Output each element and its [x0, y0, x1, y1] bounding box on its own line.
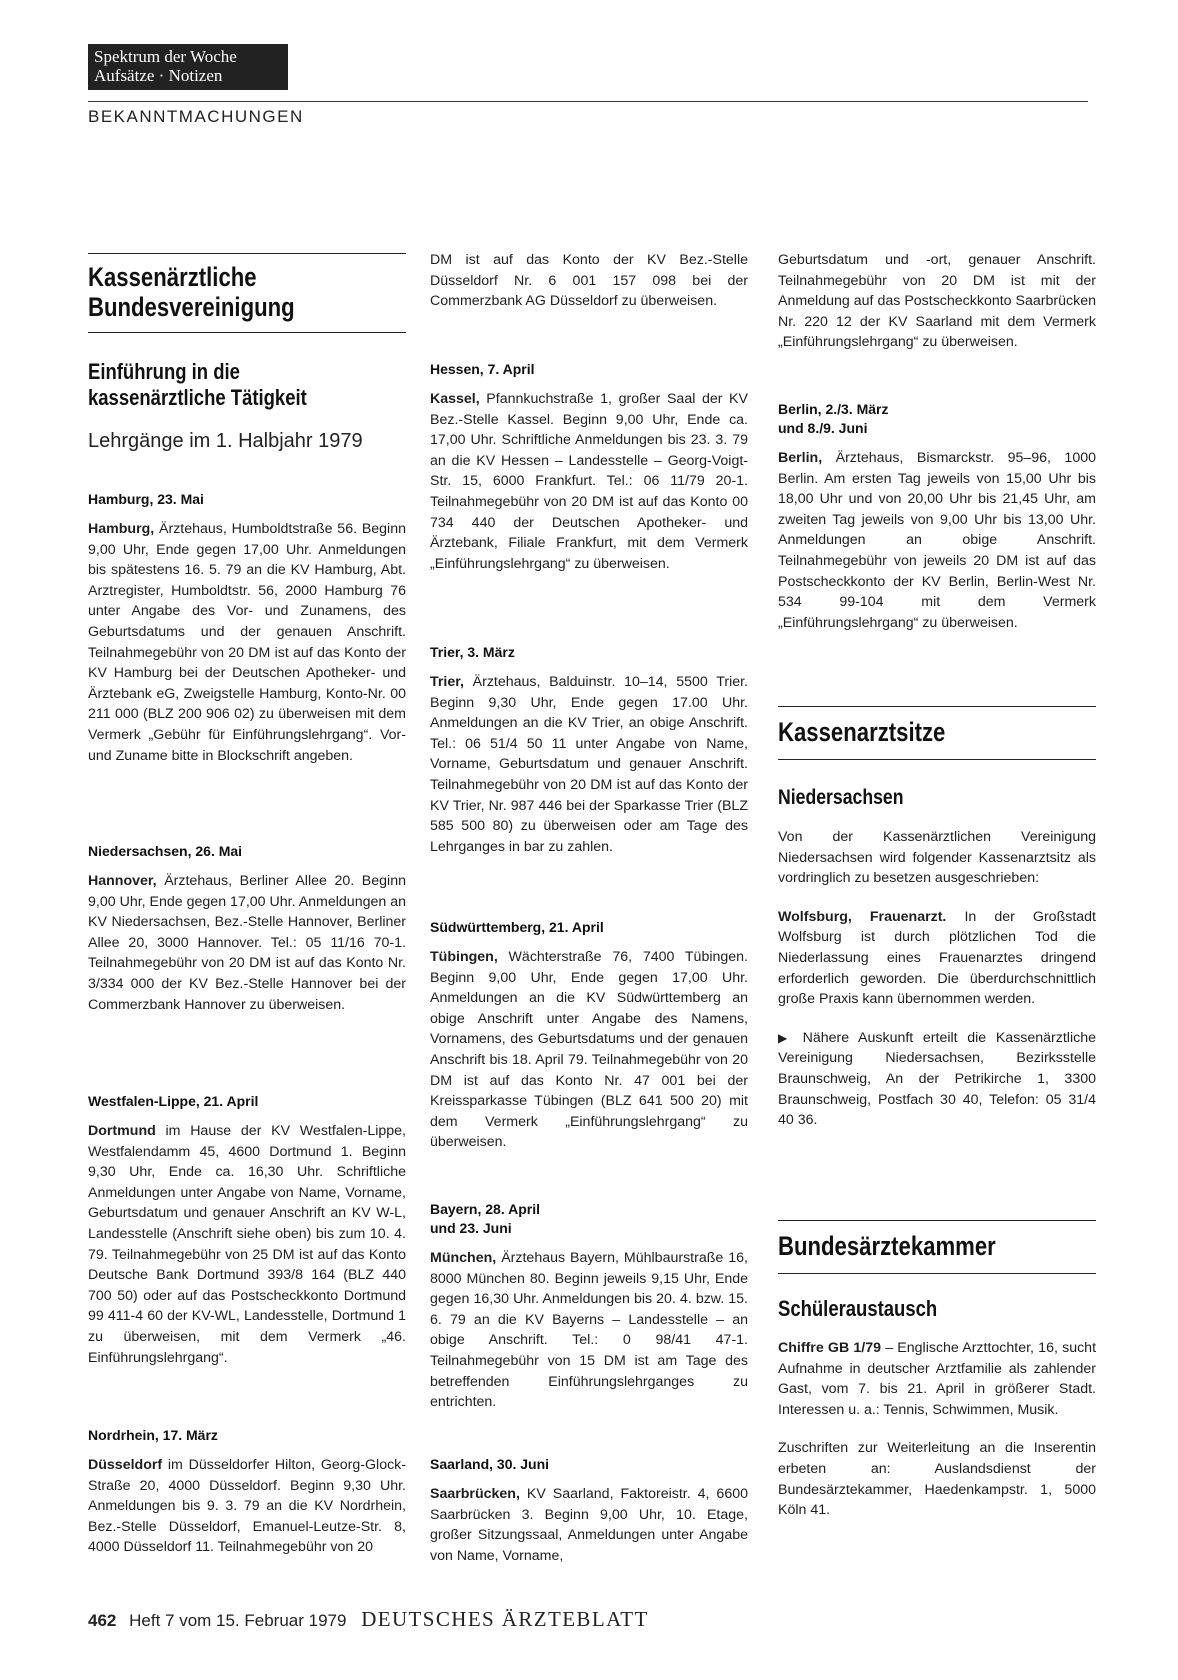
item-body: – Englische Arzttochter, 16, sucht Aufnahme in deutscher Arztfamilie als zahlender Gast, vom 7. bis 21. April in größerer Stadt. Interessen u. a.: Tennis, Schwimmen, Musik.	[778, 1340, 1097, 1418]
entry-head: Südwürttemberg, 21. April	[430, 919, 604, 935]
baek-item	[778, 1338, 1096, 1420]
kassenarztsitze-title: Kassenarztsitze	[778, 717, 946, 747]
entry-text: DM ist auf das Konto der KV Bez.-Stelle Düsseldorf Nr. 6 001 157 098 bei der Commerzbank AG Düsseldorf zu überweisen.	[430, 252, 748, 310]
entry-text	[430, 947, 748, 1153]
entry-body: Ärztehaus, Bismarckstr. 95–96, 1000 Berlin. Am ersten Tag jeweils von 15,00 Uhr bis 18,00 Uhr und von 20,00 Uhr bis 21,45 Uhr, am zweiten Tag jeweils von 9,00 Uhr bis 13,00 Uhr. Anmeldungen an obige Anschrift. Teilnahmegebühr von jeweils 20 DM ist auf das Postscheckkonto der KV Berlin, Berlin-West Nr. 534 99-104 mit dem Vermerk „Einführungslehrgang“ zu überweisen.	[778, 450, 1096, 631]
kassenarztsitze-intro: Von der Kassenärztlichen Vereinigung Niedersachsen wird folgender Kassenarztsitz als vordringlich zu besetzen ausgeschrieben:	[778, 829, 1096, 887]
entry-head: Berlin, 2./3. März und 8./9. Juni	[778, 401, 889, 436]
entry-westfalen-lippe	[88, 1092, 406, 1368]
entry-body: KV Saarland, Faktoreistr. 4, 6600 Saarbrücken 3. Beginn 9,00 Uhr, 10. Etage, großer Sitzungssaal, Anmeldungen unter Angabe von Name, Vorname,	[430, 1486, 748, 1564]
entry-saarland-cont	[778, 250, 1096, 353]
kbv-lead: Lehrgänge im 1. Halbjahr 1979	[88, 430, 363, 452]
triangle-arrow-icon: ▶	[778, 1030, 793, 1045]
entry-head: Nordrhein, 17. März	[88, 1427, 218, 1443]
entry-nordrhein-cont	[430, 250, 748, 312]
kbv-subtitle-2: kassenärztliche Tätigkeit	[88, 385, 307, 410]
kbv-top-rule	[88, 253, 406, 254]
entry-suedwuerttemberg	[430, 918, 748, 1153]
entry-text	[778, 448, 1096, 633]
entry-body: Ärztehaus, Balduinstr. 10–14, 5500 Trier. Beginn 9,30 Uhr, Ende gegen 17.00 Uhr. Anmeldungen an die KV Trier, an obige Anschrift. Tel.: 06 51/4 50 11 unter Angabe von Name, Vorname, Geburtsdatum und genauer Anschrift. Teilnahmegebühr von 20 DM ist auf das Konto der KV Trier, Nr. 987 446 bei der Sparkasse Trier (BLZ 585 500 80) zu überweisen oder am Tage des Lehrganges in bar zu zahlen.	[430, 674, 748, 855]
entry-hamburg	[88, 490, 406, 766]
entry-body: im Düsseldorfer Hilton, Georg-Glock-Straße 20, 4000 Düsseldorf. Beginn 9,30 Uhr. Anmeldungen bis 9. 3. 79 an die KV Nordrhein, Bez.-Stelle Düsseldorf, Emanuel-Leutze-Str. 8, 4000 Düsseldorf 11. Teilnahmegebühr von 20	[88, 1457, 406, 1556]
entry-place: Trier,	[430, 674, 464, 690]
entry-text	[88, 1455, 406, 1558]
entry-text	[430, 389, 748, 574]
kassenarztsitze-bottom-rule	[778, 759, 1096, 760]
entry-text	[430, 672, 748, 857]
entry-text: Geburtsdatum und -ort, genauer Anschrift. Teilnahmegebühr von 20 DM ist mit der Anmeldung auf das Postscheckkonto Saarbrücken Nr. 220 12 der KV Saarland mit dem Vermerk „Einführungslehrgang“ zu überweisen.	[778, 252, 1096, 351]
baek-subtitle: Schüleraustausch	[778, 1296, 938, 1321]
entry-niedersachsen	[88, 842, 406, 1015]
entry-head: Hamburg, 23. Mai	[88, 491, 204, 507]
header-rule	[88, 101, 1088, 102]
rubric-box	[88, 44, 288, 90]
entry-body: Ärztehaus, Berliner Allee 20. Beginn 9,00 Uhr, Ende gegen 17,00 Uhr. Anmeldungen an KV Niedersachsen, Bez.-Stelle Hannover, Berliner Allee 20, 3000 Hannover. Tel.: 05 11/16 70-1. Teilnahmegebühr von 20 DM ist auf das Konto Nr. 3/334 000 der KV Bez.-Stelle Hannover bei der Commerzbank Hannover zu überweisen.	[88, 873, 406, 1013]
entry-text	[88, 871, 406, 1015]
kbv-title-2: Bundesvereinigung	[88, 292, 295, 322]
page-footer	[88, 1607, 649, 1632]
kassenarztsitze-top-rule	[778, 706, 1096, 707]
entry-body: Pfannkuchstraße 1, großer Saal der KV Bez.-Stelle Kassel. Beginn 9,00 Uhr, Ende ca. 17,00 Uhr. Schriftliche Anmeldungen bis 23. 3. 79 an die KV Hessen – Landesstelle – Georg-Voigt-Str. 15, 6000 Frankfurt. Tel.: 06 11/79 20-1. Teilnahmegebühr von 20 DM ist auf das Konto 00 734 440 der Deutschen Apotheker- und Ärztebank, Filiale Frankfurt, mit dem Vermerk „Einführungslehrgang“ zu überweisen.	[430, 391, 748, 572]
entry-head: Bayern, 28. April und 23. Juni	[430, 1201, 540, 1236]
page-number: 462	[88, 1611, 117, 1630]
entry-place: Tübingen,	[430, 949, 498, 965]
issue-info: Heft 7 vom 15. Februar 1979	[129, 1611, 347, 1630]
entry-body: im Hause der KV Westfalen-Lippe, Westfalendamm 45, 4600 Dortmund 1. Beginn 9,30 Uhr, Ende ca. 16,30 Uhr. Schriftliche Anmeldungen unter Angabe von Name, Vorname, Geburtsdatum und genauer Anschrift an KV W-L, Landesstelle (Anschrift siehe oben) bis zum 10. 4. 79. Teilnahmegebühr von 25 DM ist auf das Konto Deutsche Bank Dortmund 393/8 164 (BLZ 440 700 50) oder auf das Postscheckkonto Dortmund 99 411-4 60 der KV-WL, Landesstelle, Dortmund 1 zu überweisen, mit dem Vermerk „46. Einführungslehrgang“.	[88, 1123, 406, 1366]
baek-top-rule	[778, 1220, 1096, 1221]
entry-body: Wächterstraße 76, 7400 Tübingen. Beginn 9,00 Uhr, Ende gegen 17,00 Uhr. Anmeldungen an die KV Südwürttemberg an obige Anschrift unter Angabe des Namens, Vornamens, des Geburtsdatums und der genauen Anschrift bis 18. April 79. Teilnahmegebühr von 20 DM ist auf das Konto Nr. 47 001 bei der Kreissparkasse Tübingen (BLZ 641 500 20) mit dem Vermerk „Einführungslehrgang“ zu überweisen.	[430, 949, 748, 1151]
item-body: In der Großstadt Wolfsburg ist durch plötzlichen Tod die Niederlassung eines Frauenarztes dringend erforderlich geworden. Die überdurchschnittlich große Praxis kann übernommen werden.	[778, 908, 1096, 1008]
kbv-block	[88, 253, 406, 453]
entry-nordrhein	[88, 1426, 406, 1558]
entry-place: Saarbrücken,	[430, 1486, 520, 1502]
entry-head: Saarland, 30. Juni	[430, 1456, 550, 1472]
section-label: BEKANNTMACHUNGEN	[88, 107, 304, 126]
entry-text	[88, 1121, 406, 1368]
baek-contact: Zuschriften zur Weiterleitung an die Inserentin erbeten an: Auslandsdienst der Bundesärztekammer, Haedenkampstr. 1, 5000 Köln 41.	[778, 1440, 1096, 1519]
entry-place: Berlin,	[778, 450, 823, 466]
kbv-subtitle-1: Einführung in die	[88, 359, 240, 384]
entry-head: Hessen, 7. April	[430, 361, 535, 377]
entry-place: München,	[430, 1250, 497, 1266]
entry-body: Ärztehaus Bayern, Mühlbaurstraße 16, 8000 München 80. Beginn jeweils 9,15 Uhr, Ende gegen 16,30 Uhr. Anmeldungen bis 20. 4. bzw. 15. 6. 79 an die KV Bayerns – Landesstelle – an obige Anschrift. Tel.: 0 98/41 47-1. Teilnahmegebühr von 15 DM ist am Tage des betreffenden Einführungslehrganges zu entrichten.	[430, 1250, 748, 1411]
entry-body: Ärztehaus, Humboldtstraße 56. Beginn 9,00 Uhr, Ende gegen 17,00 Uhr. Anmeldungen bis spätestens 16. 5. 79 an die KV Hamburg, Abt. Arztregister, Humboldtstr. 56, 2000 Hamburg 76 unter Angabe des Vor- und Zunamens, des Geburtsdatums und der genauen Anschrift. Teilnahmegebühr von 20 DM ist auf das Konto der KV Hamburg bei der Deutschen Apotheker- und Ärztebank eG, Zweigstelle Hamburg, Konto-Nr. 00 211 000 (BLZ 200 906 02) zu überweisen mit dem Vermerk „Gebühr für Einführungslehrgang“. Vor- und Zuname bitte in Blockschrift angeben.	[88, 521, 406, 764]
kbv-bottom-rule	[88, 332, 406, 333]
entry-saarland	[430, 1455, 748, 1566]
entry-place: Dortmund	[88, 1123, 156, 1139]
item-place: Wolfsburg, Frauenarzt.	[778, 908, 947, 925]
entry-text	[88, 519, 406, 766]
kbv-title-1: Kassenärztliche	[88, 262, 257, 292]
entry-head: Niedersachsen, 26. Mai	[88, 843, 243, 859]
entry-place: Hannover,	[88, 873, 157, 889]
entry-trier	[430, 643, 748, 857]
baek-bottom-rule	[778, 1273, 1096, 1274]
item-place: Chiffre GB 1/79	[778, 1340, 882, 1356]
entry-text	[430, 1484, 748, 1566]
entry-place: Kassel,	[430, 391, 480, 407]
entry-bayern	[430, 1200, 748, 1413]
entry-head: Westfalen-Lippe, 21. April	[88, 1093, 259, 1109]
kassenarztsitze-subtitle: Niedersachsen	[778, 786, 904, 809]
baek-block	[778, 1220, 1096, 1521]
entry-hessen	[430, 360, 748, 574]
kassenarztsitze-block	[778, 706, 1096, 1131]
info-body: Nähere Auskunft erteilt die Kassenärztliche Vereinigung Niedersachsen, Bezirksstelle Braunschweig, An der Petrikirche 1, 3300 Braunschweig, Postfach 30 40, Telefon: 05 31/4 40 36.	[778, 1029, 1096, 1129]
entry-text	[430, 1248, 748, 1413]
entry-berlin	[778, 400, 1096, 633]
entry-head: Trier, 3. März	[430, 644, 515, 660]
baek-title: Bundesärztekammer	[778, 1231, 996, 1261]
rubric-line-2: Aufsätze · Notizen	[94, 66, 223, 85]
rubric-line-1: Spektrum der Woche	[94, 47, 237, 66]
kassenarztsitze-item	[778, 907, 1096, 1010]
entry-place: Hamburg,	[88, 521, 155, 537]
journal-name: DEUTSCHES ÄRZTEBLATT	[361, 1607, 649, 1631]
kassenarztsitze-info	[778, 1028, 1096, 1131]
entry-place: Düsseldorf	[88, 1457, 163, 1473]
